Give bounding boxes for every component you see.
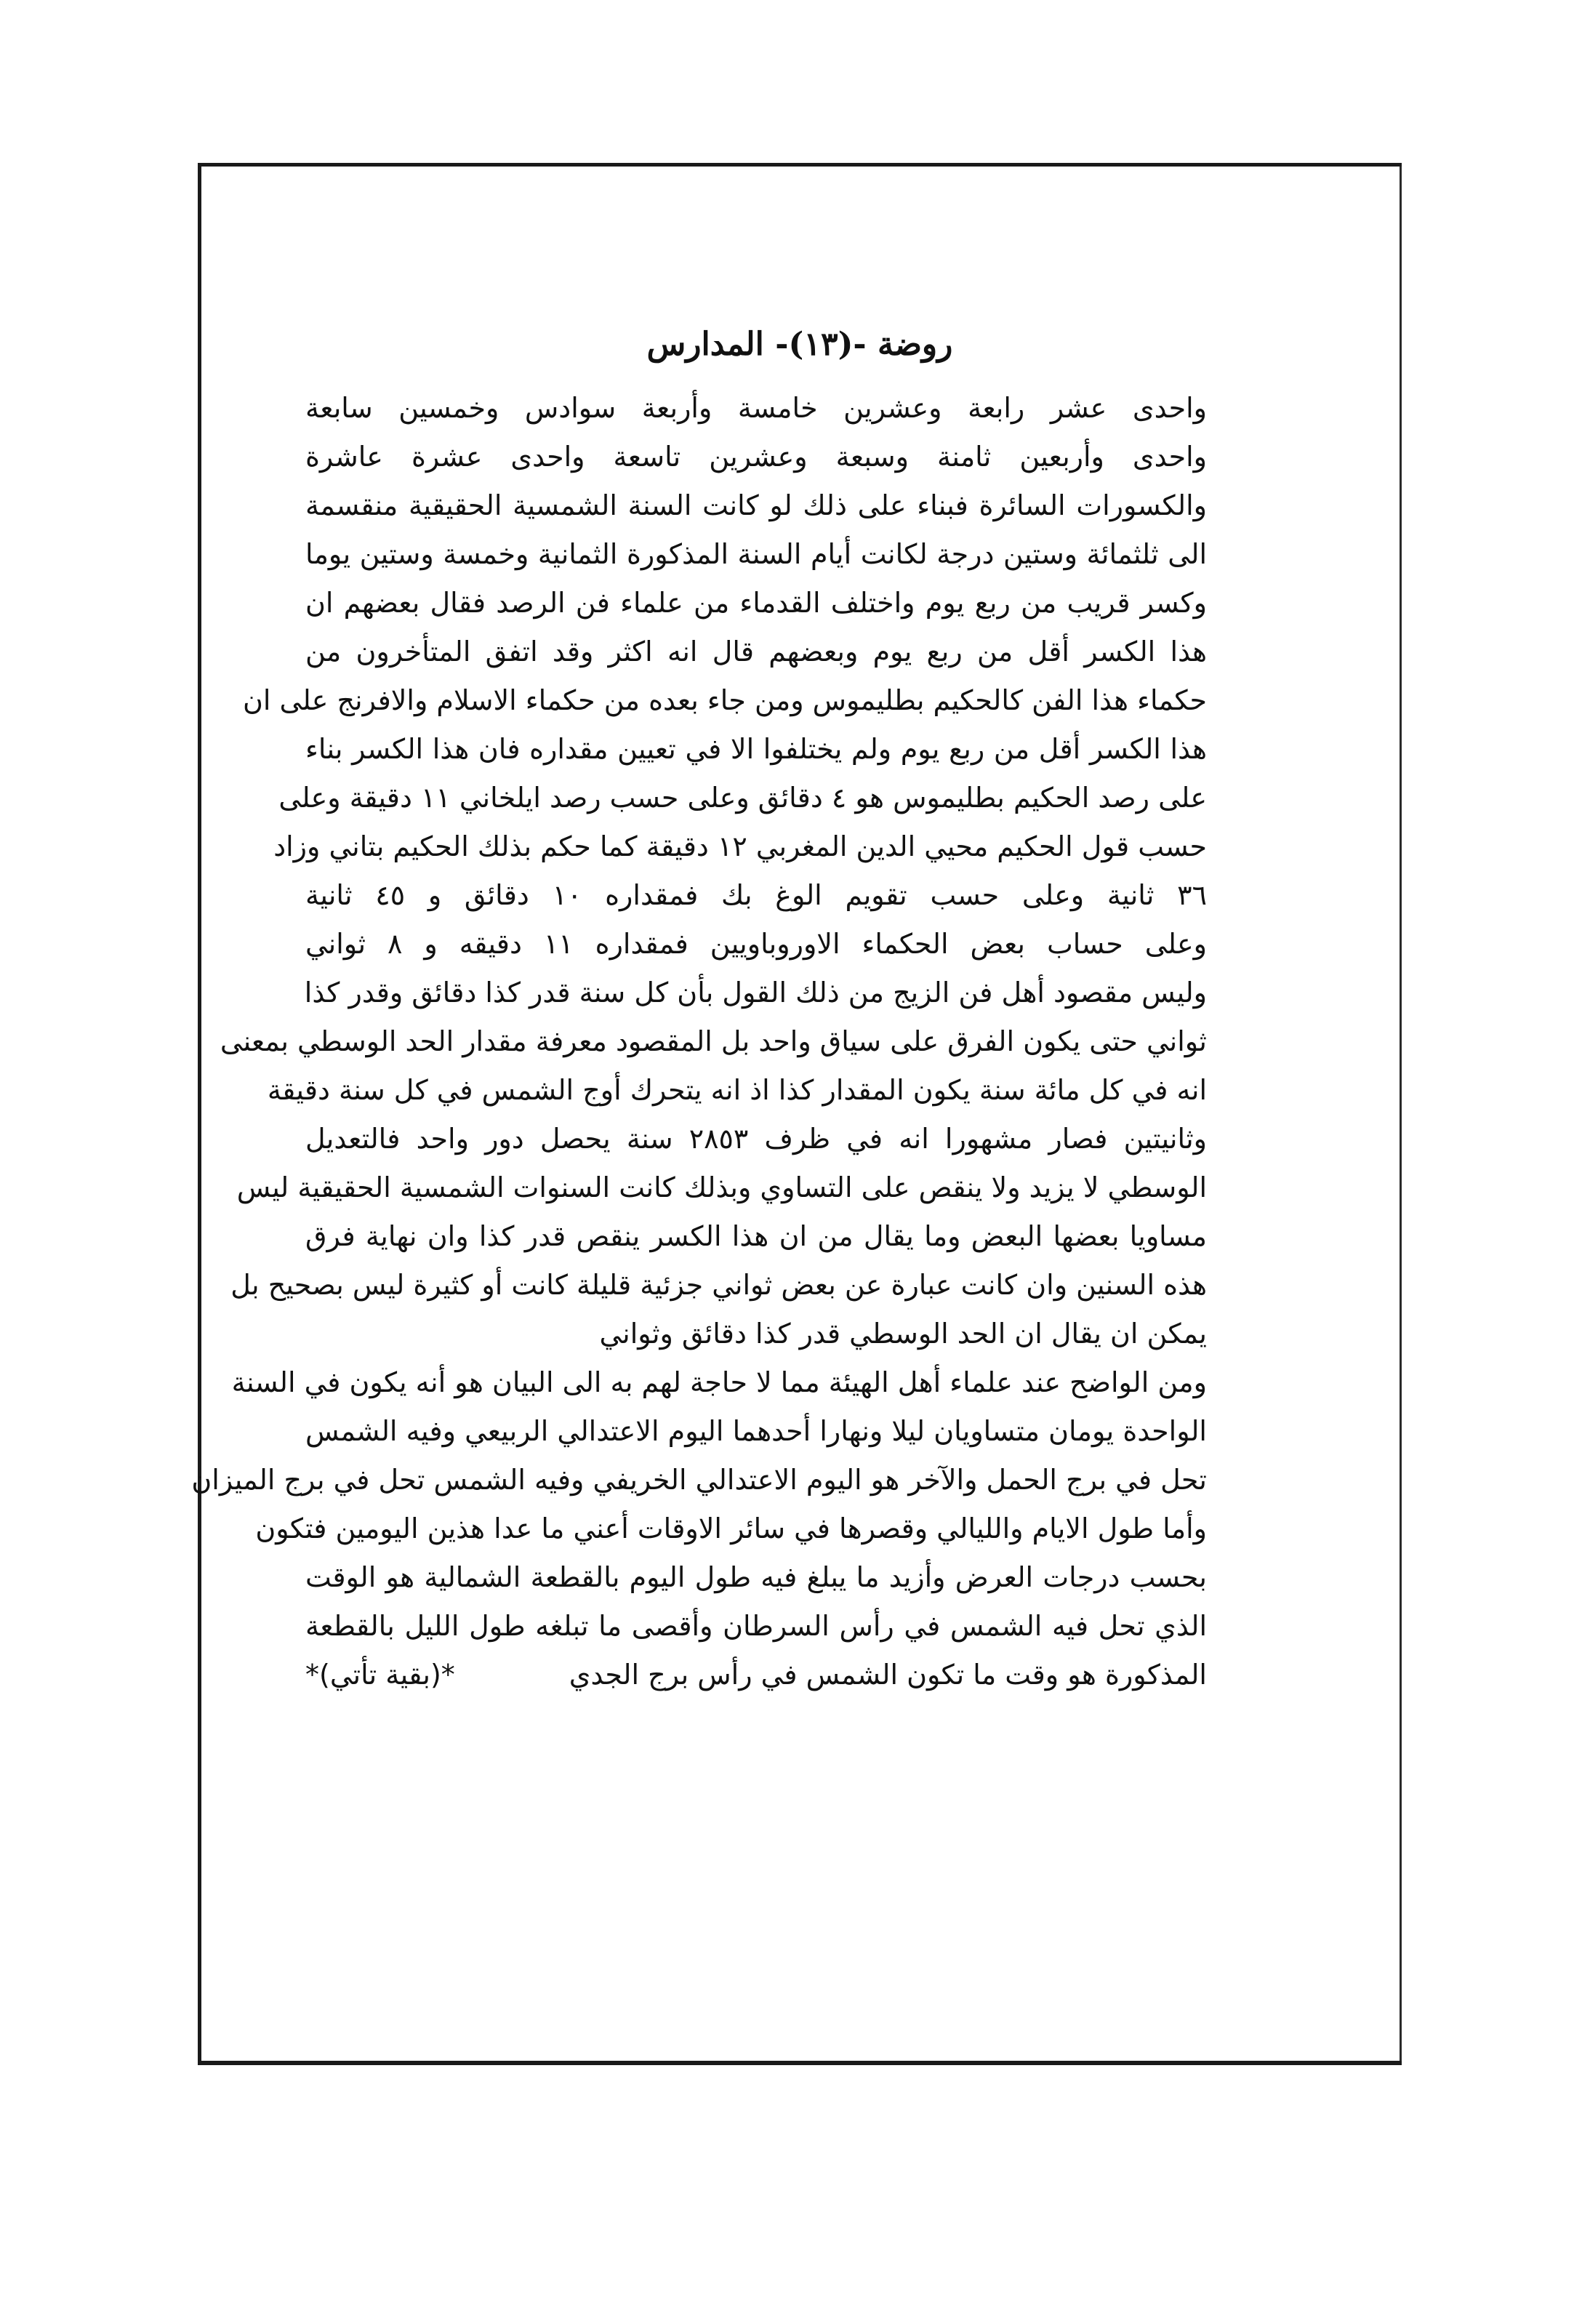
text-line: مساويا بعضها البعض وما يقال من ان هذا الكسر ينقص قدر كذا وان نهاية فرق [305,1220,1207,1252]
text-line: وعلى حساب بعض الحكماء الاوروباويين فمقداره ١١ دقيقه و ٨ ثواني [305,928,1207,960]
text-line: والكسورات السائرة فبناء على ذلك لو كانت السنة الشمسية الحقيقية منقسمة [305,489,1207,521]
text-line: ٣٦ ثانية وعلى حسب تقويم الوغ بك فمقداره ١٠ دقائق و ٤٥ ثانية [305,879,1207,911]
text-line: وثانيتين فصار مشهورا انه في ظرف ٢٨٥٣ سنة يحصل دور واحد فالتعديل [305,1123,1207,1155]
final-line [305,1651,1207,1699]
text-line: وكسر قريب من ربع يوم واختلف القدماء من علماء فن الرصد فقال بعضهم ان [305,587,1207,619]
text-line: يمكن ان يقال ان الحد الوسطي قدر كذا دقائق وثواني [599,1318,1207,1350]
body-text [191,384,1207,1699]
text-line: هذا الكسر أقل من ربع يوم ولم يختلفوا الا في تعيين مقداره فان هذا الكسر بناء [305,733,1207,765]
border-right-line [1400,167,1402,2061]
text-line: حكماء هذا الفن كالحكيم بطليموس ومن جاء بعده من حكماء الاسلام والافرنج على ان [242,684,1207,716]
text-line: تحل في برج الحمل والآخر هو اليوم الاعتدالي الخريفي وفيه الشمس تحل في برج الميزان [191,1464,1207,1496]
text-line: ومن الواضح عند علماء أهل الهيئة مما لا حاجة لهم به الى البيان هو أنه يكون في السنة [231,1366,1207,1398]
text-line: انه في كل مائة سنة يكون المقدار كذا اذ انه يتحرك أوج الشمس في كل سنة دقيقة [267,1074,1207,1106]
text-line: بحسب درجات العرض وأزيد ما يبلغ فيه طول اليوم بالقطعة الشمالية هو الوقت [305,1561,1207,1593]
text-line: واحدى وأربعين ثامنة وسبعة وعشرين تاسعة واحدى عشرة عاشرة [305,441,1207,473]
paragraph-2 [191,1358,1207,1651]
text-line: الى ثلثمائة وستين درجة لكانت أيام السنة المذكورة الثمانية وخمسة وستين يوما [305,538,1207,570]
text-line: وأما طول الايام والليالي وقصرها في سائر الاوقات أعني ما عدا هذين اليومين فتكون [255,1512,1207,1544]
text-line: واحدى عشر رابعة وعشرين خامسة وأربعة سوادس وخمسين سابعة [305,392,1207,424]
text-line: وليس مقصود أهل فن الزيج من ذلك القول بأن كل سنة قدر كذا دقائق وقدر كذا [304,977,1207,1009]
text-line: هذه السنين وان كانت عبارة عن بعض ثواني جزئية قليلة كانت أو كثيرة ليس بصحيح بل [230,1269,1207,1301]
text-line: على رصد الحكيم بطليموس هو ٤ دقائق وعلى حسب رصد ايلخاني ١١ دقيقة وعلى [278,782,1207,814]
text-line: ثواني حتى يكون الفرق على سياق واحد بل المقصود معرفة مقدار الحد الوسطي بمعنى [220,1025,1207,1057]
continuation-note: *(بقية تأتي)* [305,1659,455,1691]
final-line-text: المذكورة هو وقت ما تكون الشمس في رأس برج الجدي [569,1659,1207,1691]
text-line: الذي تحل فيه الشمس في رأس السرطان وأقصى ما تبلغه طول الليل بالقطعة [305,1610,1207,1642]
text-line: هذا الكسر أقل من ربع يوم وبعضهم قال انه اكثر وقد اتفق المتأخرون من [305,636,1207,668]
text-line: الواحدة يومان متساويان ليلا ونهارا أحدهما اليوم الاعتدالي الربيعي وفيه الشمس [305,1415,1207,1447]
text-line: حسب قول الحكيم محيي الدين المغربي ١٢ دقيقة كما حكم بذلك الحكيم بتاني وزاد [273,830,1207,862]
text-line: الوسطي لا يزيد ولا ينقص على التساوي وبذلك كانت السنوات الشمسية الحقيقية ليس [236,1171,1207,1203]
page-header: روضة -(١٣)- المدارس [646,326,953,363]
paragraph-1 [220,384,1207,1358]
